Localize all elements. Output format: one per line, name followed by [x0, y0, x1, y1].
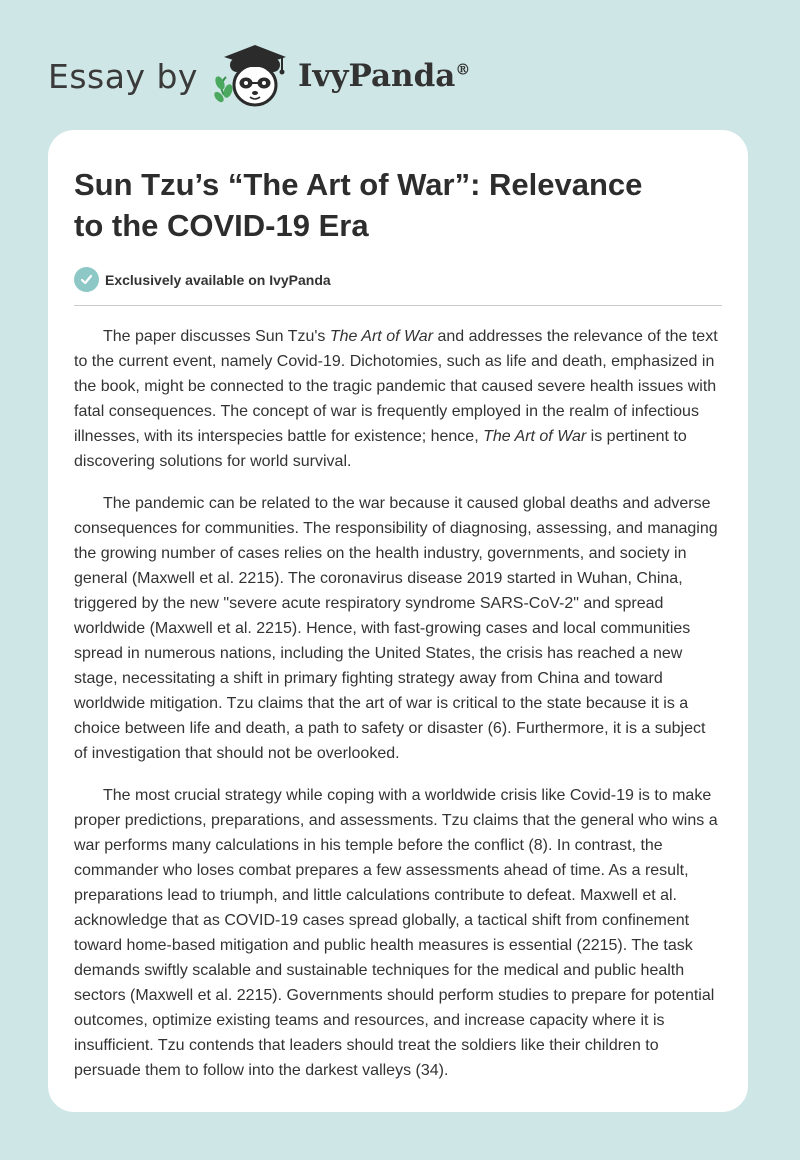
check-circle-icon [74, 267, 99, 292]
page-title [74, 164, 722, 246]
panda-graduate-icon [210, 39, 294, 113]
title-line-2: to the COVID-19 Era [74, 208, 369, 243]
book-title-italic: The Art of War [329, 328, 434, 345]
divider [74, 305, 722, 306]
ivypanda-logo[interactable] [210, 39, 470, 113]
exclusive-badge [74, 267, 722, 292]
essay-by-label: Essay by [48, 56, 198, 96]
title-line-1: Sun Tzu’s “The Art of War”: Relevance [74, 167, 643, 202]
badge-text: Exclusively available on IvyPanda [105, 271, 331, 288]
paragraph-1: The paper discusses Sun Tzu's The Art of War and addresses the relevance of the text to the current event, namely Covid-19. Dichotomies, such as life and death, emphasized in the book, might be connected to the tragic pandemic that caused severe health issues with fatal consequences. The concept of war is frequently employed in the realm of infectious illnesses, with its interspecies battle for existence; hence, The Art of War is pertinent to discovering solutions for world survival. [74, 328, 718, 470]
brand-name: IvyPanda® [297, 58, 471, 94]
site-header [48, 36, 470, 116]
essay-card [48, 130, 748, 1112]
paragraph-3: The most crucial strategy while coping with a worldwide crisis like Covid-19 is to make proper predictions, preparations, and assessments. Tzu claims that the general who wins a war performs many calculations in his temple before the conflict (8). In contrast, the commander who loses combat prepares a few assessments ahead of time. As a result, preparations lead to triumph, and little calculations contribute to defeat. Maxwell et al. acknowledge that as COVID-19 cases spread globally, a tactical shift from confinement toward home-based mitigation and public health measures is essential (2215). The task demands swiftly scalable and sustainable techniques for the medical and public health sectors (Maxwell et al. 2215). Governments should perform studies to prepare for potential outcomes, optimize existing teams and resources, and increase capacity where it is insufficient. Tzu contends that leaders should treat the soldiers like their children to persuade them to follow into the darkest valleys (34). [74, 787, 718, 1079]
essay-body [74, 324, 722, 1083]
paragraph-2: The pandemic can be related to the war because it caused global deaths and adverse consequences for communities. The responsibility of diagnosing, assessing, and managing the growing number of cases relies on the health industry, governments, and society in general (Maxwell et al. 2215). The coronavirus disease 2019 started in Wuhan, China, triggered by the new "severe acute respiratory syndrome SARS-CoV-2" and spread worldwide (Maxwell et al. 2215). Hence, with fast-growing cases and local communities spread in numerous nations, including the United States, the crisis has reached a new stage, necessitating a shift in primary fighting strategy away from China and toward worldwide mitigation. Tzu claims that the art of war is critical to the state because it is a choice between life and death, a path to safety or disaster (6). Furthermore, it is a subject of investigation that should not be overlooked. [74, 495, 718, 762]
registered-mark: ® [455, 60, 471, 79]
book-title-italic: The Art of War [483, 428, 587, 445]
